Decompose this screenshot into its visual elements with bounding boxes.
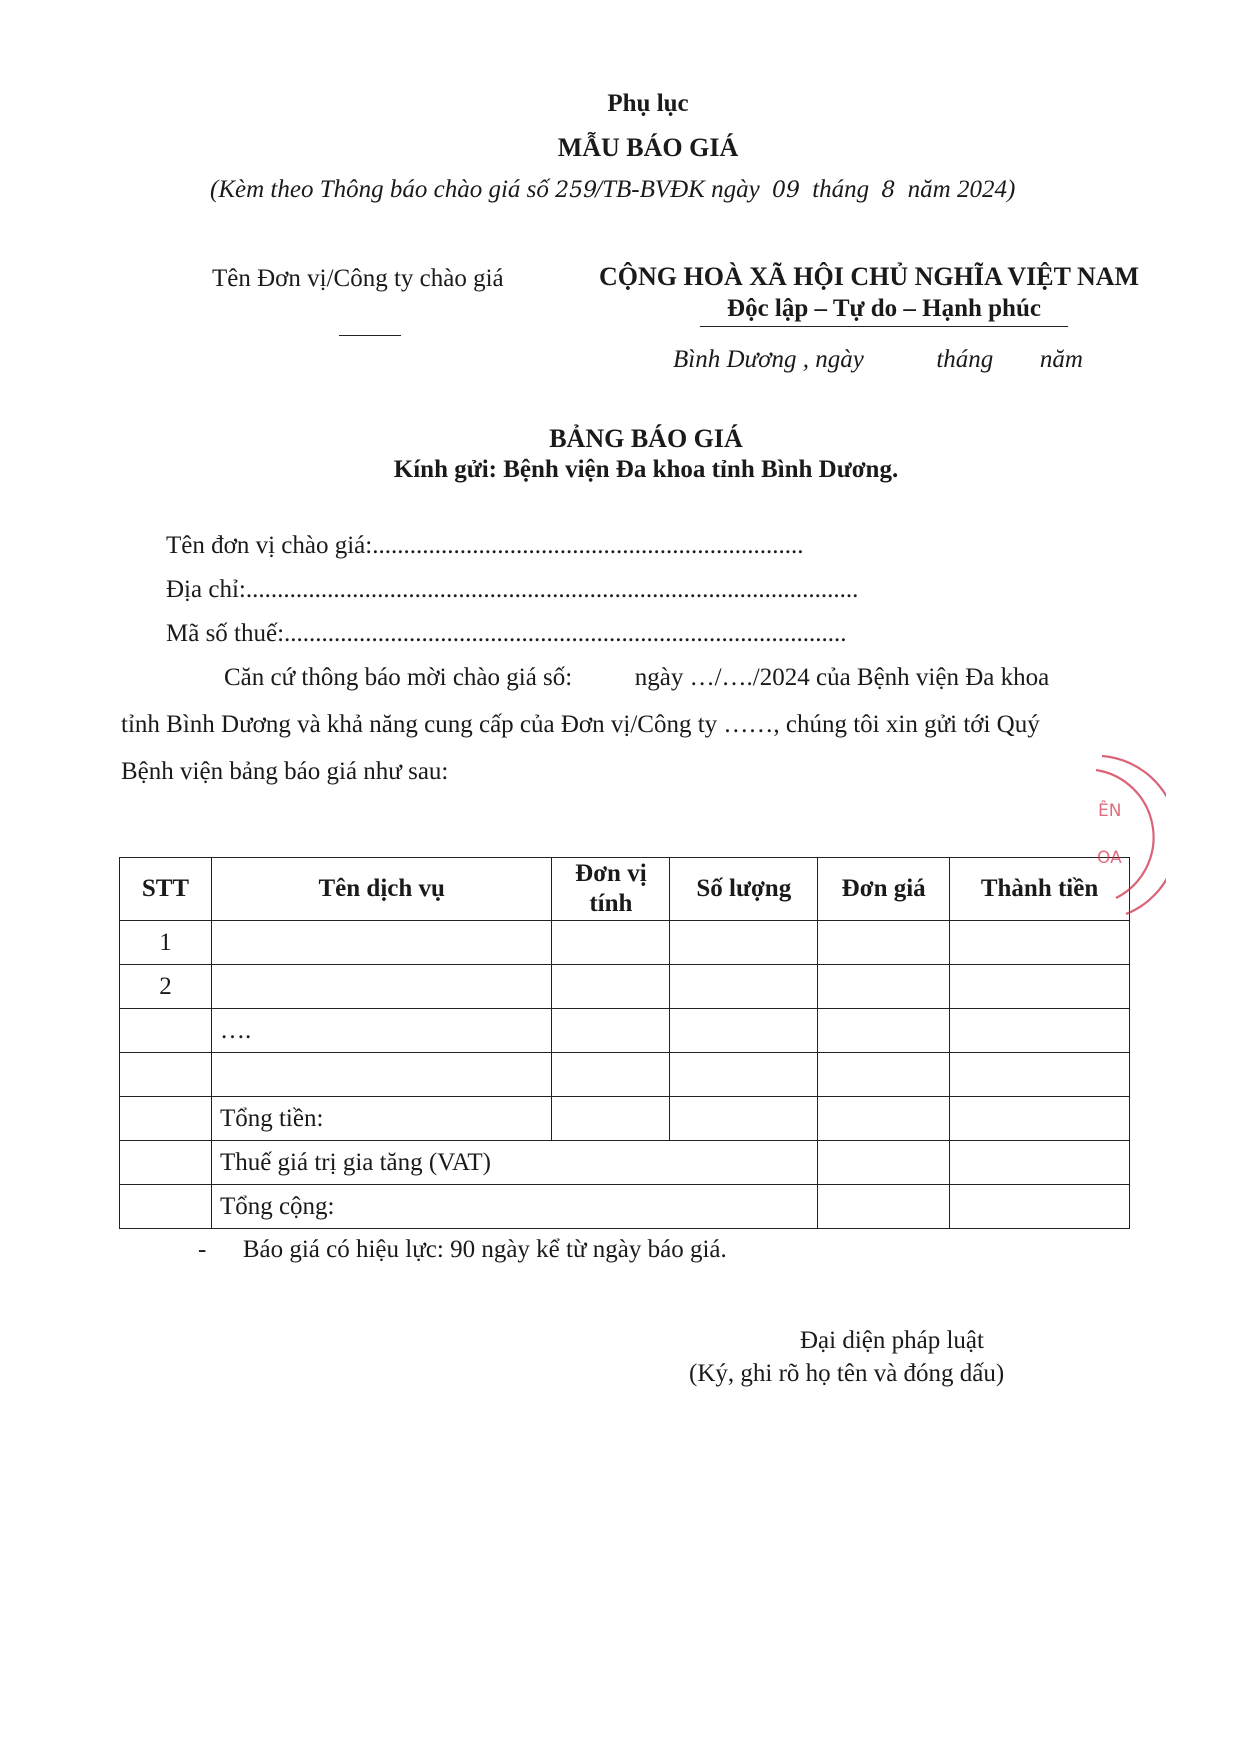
row-amount — [950, 965, 1130, 1009]
vat-unit-price — [818, 1141, 950, 1185]
attach-mid2: tháng — [812, 176, 870, 203]
place-date-prefix: Bình Dương , ngày — [673, 346, 864, 373]
attach-suffix: năm 2024) — [907, 176, 1016, 203]
row-stt: 1 — [120, 921, 212, 965]
address-field: Địa chỉ:.................................................................................................. — [166, 576, 859, 603]
row-service — [211, 965, 552, 1009]
paragraph-line-3: Bệnh viện bảng báo giá như sau: — [121, 758, 449, 785]
table-row — [120, 921, 1130, 965]
recipient-line: Kính gửi: Bệnh viện Đa khoa tỉnh Bình Dương. — [393, 456, 899, 483]
national-motto: Độc lập – Tự do – Hạnh phúc — [727, 295, 1041, 322]
row-service: …. — [211, 1009, 552, 1053]
tax-code-field: Mã số thuế:.......................................................................................... — [166, 620, 847, 647]
table-row — [120, 1009, 1130, 1053]
row-unit-price — [818, 1009, 950, 1053]
header-unit-line1: Đơn vị — [575, 860, 647, 887]
table-row — [120, 965, 1130, 1009]
total-stt — [120, 1185, 212, 1229]
subtotal-unit — [552, 1097, 670, 1141]
table-row — [120, 1053, 1130, 1097]
motto-underline — [700, 326, 1068, 327]
attach-mid1: /TB-BVĐK ngày — [595, 176, 760, 203]
header-unit — [552, 858, 670, 921]
subtotal-unit-price — [818, 1097, 950, 1141]
table-header-row — [120, 858, 1130, 921]
row-quantity — [670, 1009, 818, 1053]
unit-name-field: Tên đơn vị chào giá:..................................................................... — [166, 532, 804, 559]
row-unit — [552, 965, 670, 1009]
row-quantity — [670, 1053, 818, 1097]
validity-bullet: - — [198, 1236, 207, 1263]
subtotal-amount — [950, 1097, 1130, 1141]
year-word: năm — [1039, 346, 1083, 373]
paragraph-line-2: tỉnh Bình Dương và khả năng cung cấp của Đơn vị/Công ty ……, chúng tôi xin gửi tới Quý — [121, 711, 1040, 738]
quote-title: BẢNG BÁO GIÁ — [549, 424, 743, 453]
appendix-label: Phụ lục — [607, 90, 689, 117]
total-amount — [950, 1185, 1130, 1229]
row-amount — [950, 1009, 1130, 1053]
row-stt — [120, 1053, 212, 1097]
vat-amount — [950, 1141, 1130, 1185]
nation-title: CỘNG HOÀ XÃ HỘI CHỦ NGHĨA VIỆT NAM — [599, 262, 1140, 291]
signature-title: Đại diện pháp luật — [800, 1327, 984, 1354]
svg-text:OA: OA — [1097, 848, 1122, 868]
row-amount — [950, 921, 1130, 965]
header-service: Tên dịch vụ — [211, 858, 552, 921]
quote-table — [119, 857, 1130, 1229]
signature-instruction: (Ký, ghi rõ họ tên và đóng dấu) — [689, 1360, 1005, 1387]
row-service — [211, 1053, 552, 1097]
row-service — [211, 921, 552, 965]
row-stt: 2 — [120, 965, 212, 1009]
attachment-line — [210, 176, 1015, 204]
row-unit — [552, 921, 670, 965]
vat-stt — [120, 1141, 212, 1185]
attach-day-handwritten: 09 — [771, 178, 800, 203]
attach-month-handwritten: 8 — [881, 178, 896, 203]
attach-prefix: (Kèm theo Thông báo chào giá số — [210, 176, 549, 203]
paragraph-line-1: Căn cứ thông báo mời chào giá số: ngày …/…./2024 của Bệnh viện Đa khoa — [224, 664, 1050, 691]
total-label: Tổng cộng: — [211, 1185, 817, 1229]
form-title: MẪU BÁO GIÁ — [557, 133, 739, 162]
subtotal-row — [120, 1097, 1130, 1141]
vat-label: Thuế giá trị gia tăng (VAT) — [211, 1141, 817, 1185]
row-amount — [950, 1053, 1130, 1097]
row-unit-price — [818, 1053, 950, 1097]
company-underline — [339, 335, 401, 336]
header-unit-line2: tính — [589, 890, 633, 917]
svg-text:ÊN: ÊN — [1098, 801, 1122, 821]
company-label: Tên Đơn vị/Công ty chào giá — [212, 265, 504, 292]
row-unit — [552, 1053, 670, 1097]
header-quantity: Số lượng — [670, 858, 818, 921]
subtotal-quantity — [670, 1097, 818, 1141]
row-unit-price — [818, 965, 950, 1009]
total-row — [120, 1185, 1130, 1229]
attach-number-handwritten: 259 — [555, 178, 598, 203]
row-quantity — [670, 921, 818, 965]
row-stt — [120, 1009, 212, 1053]
row-unit — [552, 1009, 670, 1053]
subtotal-stt — [120, 1097, 212, 1141]
subtotal-label: Tổng tiền: — [211, 1097, 552, 1141]
month-word: tháng — [936, 346, 994, 373]
validity-text: Báo giá có hiệu lực: 90 ngày kể từ ngày báo giá. — [242, 1236, 727, 1263]
header-amount: Thành tiền — [950, 858, 1130, 921]
header-stt: STT — [120, 858, 212, 921]
total-unit-price — [818, 1185, 950, 1229]
place-date-line — [673, 346, 1083, 374]
header-unit-price: Đơn giá — [818, 858, 950, 921]
row-unit-price — [818, 921, 950, 965]
row-quantity — [670, 965, 818, 1009]
vat-row — [120, 1141, 1130, 1185]
validity-note — [198, 1236, 727, 1264]
